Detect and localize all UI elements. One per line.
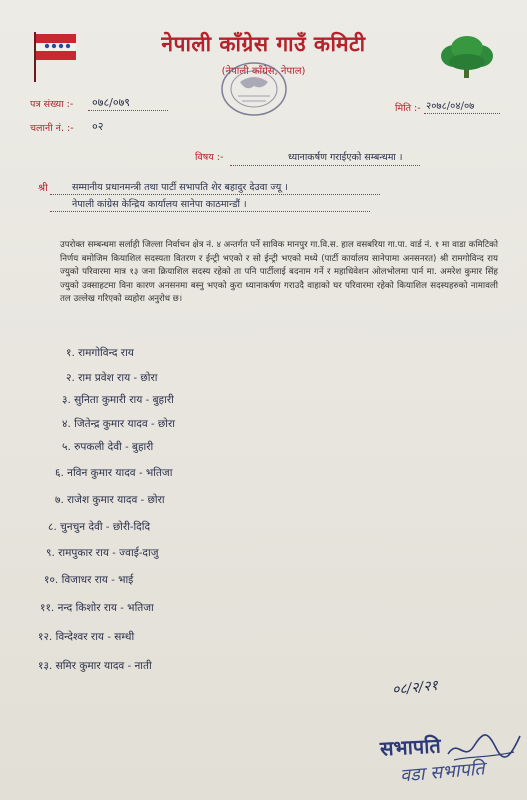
member-list-item: ५. रुपकली देवी - बुहारी	[62, 441, 154, 453]
addressee-line-1: सम्मानीय प्रधानमन्त्री तथा पार्टी सभापति शेर बहादुर देउवा ज्यू ।	[72, 182, 288, 193]
member-list-item: ३. सुनिता कुमारी राय - बुहारी	[62, 394, 174, 406]
member-list-item: १. रामगोविन्द राय	[66, 347, 134, 359]
member-list-item: ११. नन्द किशोर राय - भतिजा	[40, 602, 154, 614]
miti-label: मिति :-	[395, 103, 421, 114]
signature-date: ०८/२/२१	[391, 677, 439, 699]
member-list-item: ७. राजेश कुमार यादव - छोरा	[55, 494, 165, 506]
tree-logo-icon	[438, 34, 496, 80]
chalani-label: चलानी नं. :-	[30, 123, 74, 134]
round-office-stamp	[218, 60, 290, 118]
addressee-line-2: नेपाली कांग्रेस केन्द्रिय कार्यालय सानेपा काठमान्डौं ।	[72, 199, 247, 210]
chalani-value: ०२	[92, 120, 104, 133]
letterhead-title: नेपाली काँग्रेस गाउँ कमिटी	[161, 32, 366, 56]
member-list-item: ९. रामपुकार राय - ज्वाई-दाजु	[46, 547, 159, 559]
wada-sabhapati-text: वडा सभापति	[399, 758, 486, 787]
subject-text: ध्यानाकर्षण गराईएको सम्बन्धमा ।	[288, 152, 403, 163]
subject-label: विषय :-	[195, 152, 224, 163]
dotted-rule	[50, 211, 370, 212]
letter-body-paragraph: उपरोक्त सम्बन्धमा सर्लाही जिल्ला निर्वाचन क्षेत्र नं. ४ अन्तर्गत पर्ने साविक मानपुर गा.वि.स. हाल वसबरिया गा.पा. वार्ड नं. १ मा वाडा कमिटिको निर्णय बमोजिम कियाशिल सदस्यता वितरण र ईन्ट्री भएको र सो ईन्ट्री भएको मध्ये (पार्टी कार्यालय सानेपामा अनसनरत) श्री रामगोविन्द राय ज्युको परिवारमा मात्र १३ जना क्रियाशिल सदस्य रहेको ता पनि पार्टीलाई बदनाम गर्ने र महाधिवेशन ओलभोलमा पार्न मा. अमरेश कुमार सिंह ज्युको उक्साहटमा विना कारण अनसनमा बस्नु भएको कुरा ध्यानाकर्षण गराउदै वाहाको घर परिवारमा रहेको कियाशिल सदस्यहरुको नामावली तल उल्लेख गरिएको व्यहोरा अनुरोध छ।	[60, 240, 498, 305]
dotted-rule	[88, 110, 168, 111]
dotted-rule	[424, 113, 500, 114]
letterhead-subtitle: (नेपाली काँग्रेस, नेपाल)	[221, 66, 306, 77]
member-list-item: ४. जितेन्द्र कुमार यादव - छोरा	[62, 418, 176, 430]
member-list-item: २. राम प्रवेश राय - छोरा	[66, 372, 158, 384]
shree-prefix: श्री	[38, 183, 48, 194]
dotted-rule	[230, 165, 420, 166]
member-list-item: १०. विजाधर राय - भाई	[44, 574, 134, 586]
sabhapati-stamp: सभापति	[379, 733, 442, 761]
member-list-item: १३. समिर कुमार यादव - नाती	[38, 660, 152, 672]
dotted-rule	[50, 194, 380, 195]
member-list-item: ८. चुनचुन देवी - छोरी-दिदि	[48, 521, 151, 533]
miti-value: २०७८/०४/०७	[426, 101, 475, 112]
member-list-item: १२. विन्देश्वर राय - सम्धी	[38, 631, 135, 643]
patra-sankhya-label: पत्र संख्या :-	[30, 99, 74, 110]
member-list-item: ६. नविन कुमार यादव - भतिजा	[55, 467, 173, 479]
patra-sankhya-value: ०७८/०७९	[92, 96, 131, 109]
